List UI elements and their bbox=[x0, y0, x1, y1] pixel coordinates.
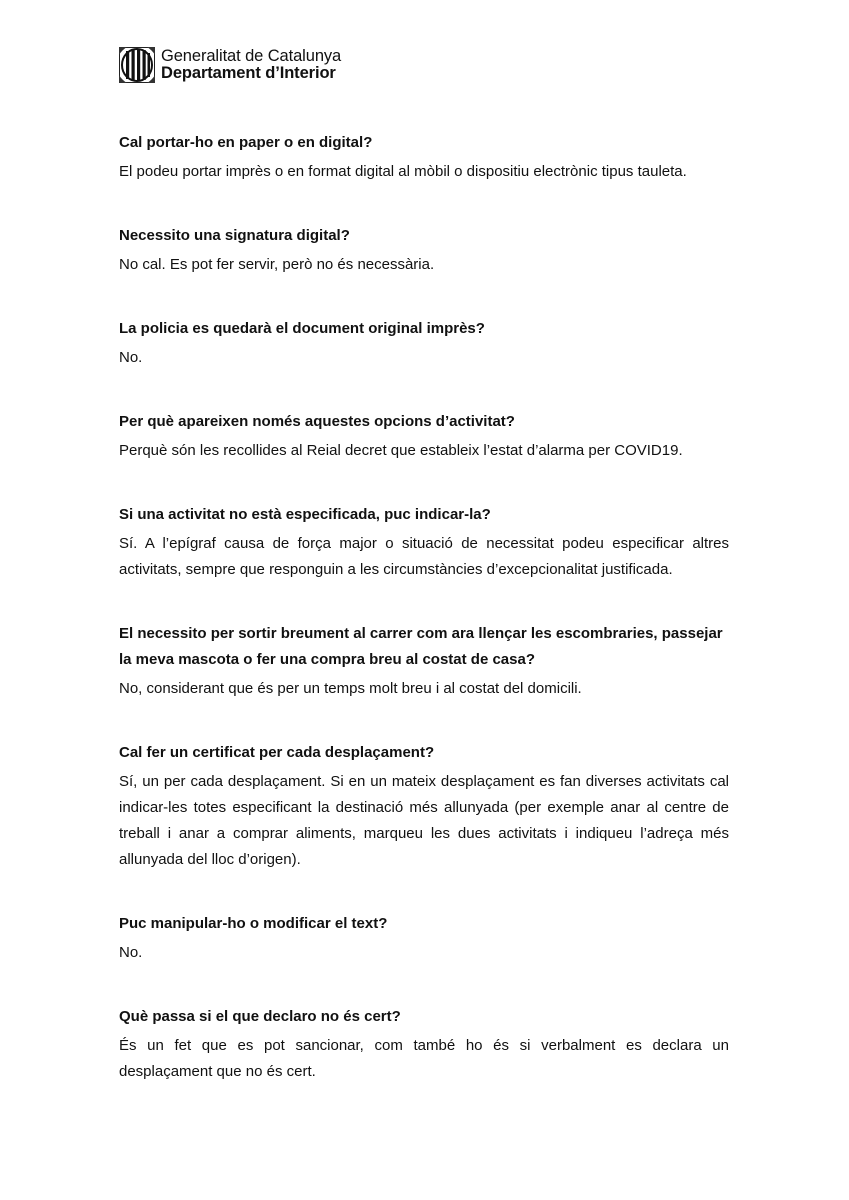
document-header bbox=[119, 47, 341, 83]
faq-answer: No, considerant que és per un temps molt breu i al costat del domicili. bbox=[119, 680, 582, 697]
faq-item bbox=[119, 1004, 729, 1085]
faq-item bbox=[119, 409, 729, 464]
faq-answer: Sí, un per cada desplaçament. Si en un mateix desplaçament es fan diverses activitats cal indicar-les totes especificant la destinació més allunyada (per exemple anar al centre de treball i anar a comprar aliments, marqueu les dues activitats i indiqueu l’adreça més allunyada del lloc d’origen). bbox=[119, 773, 729, 868]
faq-question: Què passa si el que declaro no és cert? bbox=[119, 1008, 401, 1025]
faq-item bbox=[119, 130, 729, 185]
faq-item bbox=[119, 223, 729, 278]
faq-question: Puc manipular-ho o modificar el text? bbox=[119, 915, 388, 932]
organization-name: Generalitat de Catalunya bbox=[161, 47, 342, 65]
faq-question: Per què apareixen només aquestes opcions d’activitat? bbox=[119, 413, 515, 430]
faq-answer: Perquè són les recollides al Reial decret que estableix l’estat d’alarma per COVID19. bbox=[119, 442, 683, 459]
faq-answer: Sí. A l’epígraf causa de força major o situació de necessitat podeu especificar altres activitats, sempre que responguin a les circumstàncies d’excepcionalitat justificada. bbox=[119, 535, 729, 578]
faq-answer: És un fet que es pot sancionar, com també ho és si verbalment es declara un desplaçament que no és cert. bbox=[119, 1037, 729, 1080]
faq-item bbox=[119, 316, 729, 371]
faq-question: La policia es quedarà el document original imprès? bbox=[119, 320, 485, 337]
faq-list bbox=[119, 130, 729, 1123]
faq-question: El necessito per sortir breument al carrer com ara llençar les escombraries, passejar la meva mascota o fer una compra breu al costat de casa? bbox=[119, 625, 723, 668]
faq-question: Si una activitat no està especificada, puc indicar-la? bbox=[119, 506, 491, 523]
faq-answer: No. bbox=[119, 349, 143, 366]
department-name: Departament d’Interior bbox=[161, 64, 336, 82]
faq-answer: No cal. Es pot fer servir, però no és necessària. bbox=[119, 256, 435, 273]
generalitat-logo-icon bbox=[119, 47, 155, 83]
faq-answer: No. bbox=[119, 944, 143, 961]
faq-answer: El podeu portar imprès o en format digital al mòbil o dispositiu electrònic tipus tauleta. bbox=[119, 163, 687, 180]
faq-item bbox=[119, 911, 729, 966]
faq-question: Cal portar-ho en paper o en digital? bbox=[119, 134, 373, 151]
faq-question: Cal fer un certificat per cada desplaçament? bbox=[119, 744, 435, 761]
faq-item bbox=[119, 502, 729, 583]
faq-item bbox=[119, 740, 729, 873]
faq-item bbox=[119, 621, 729, 702]
faq-question: Necessito una signatura digital? bbox=[119, 227, 350, 244]
